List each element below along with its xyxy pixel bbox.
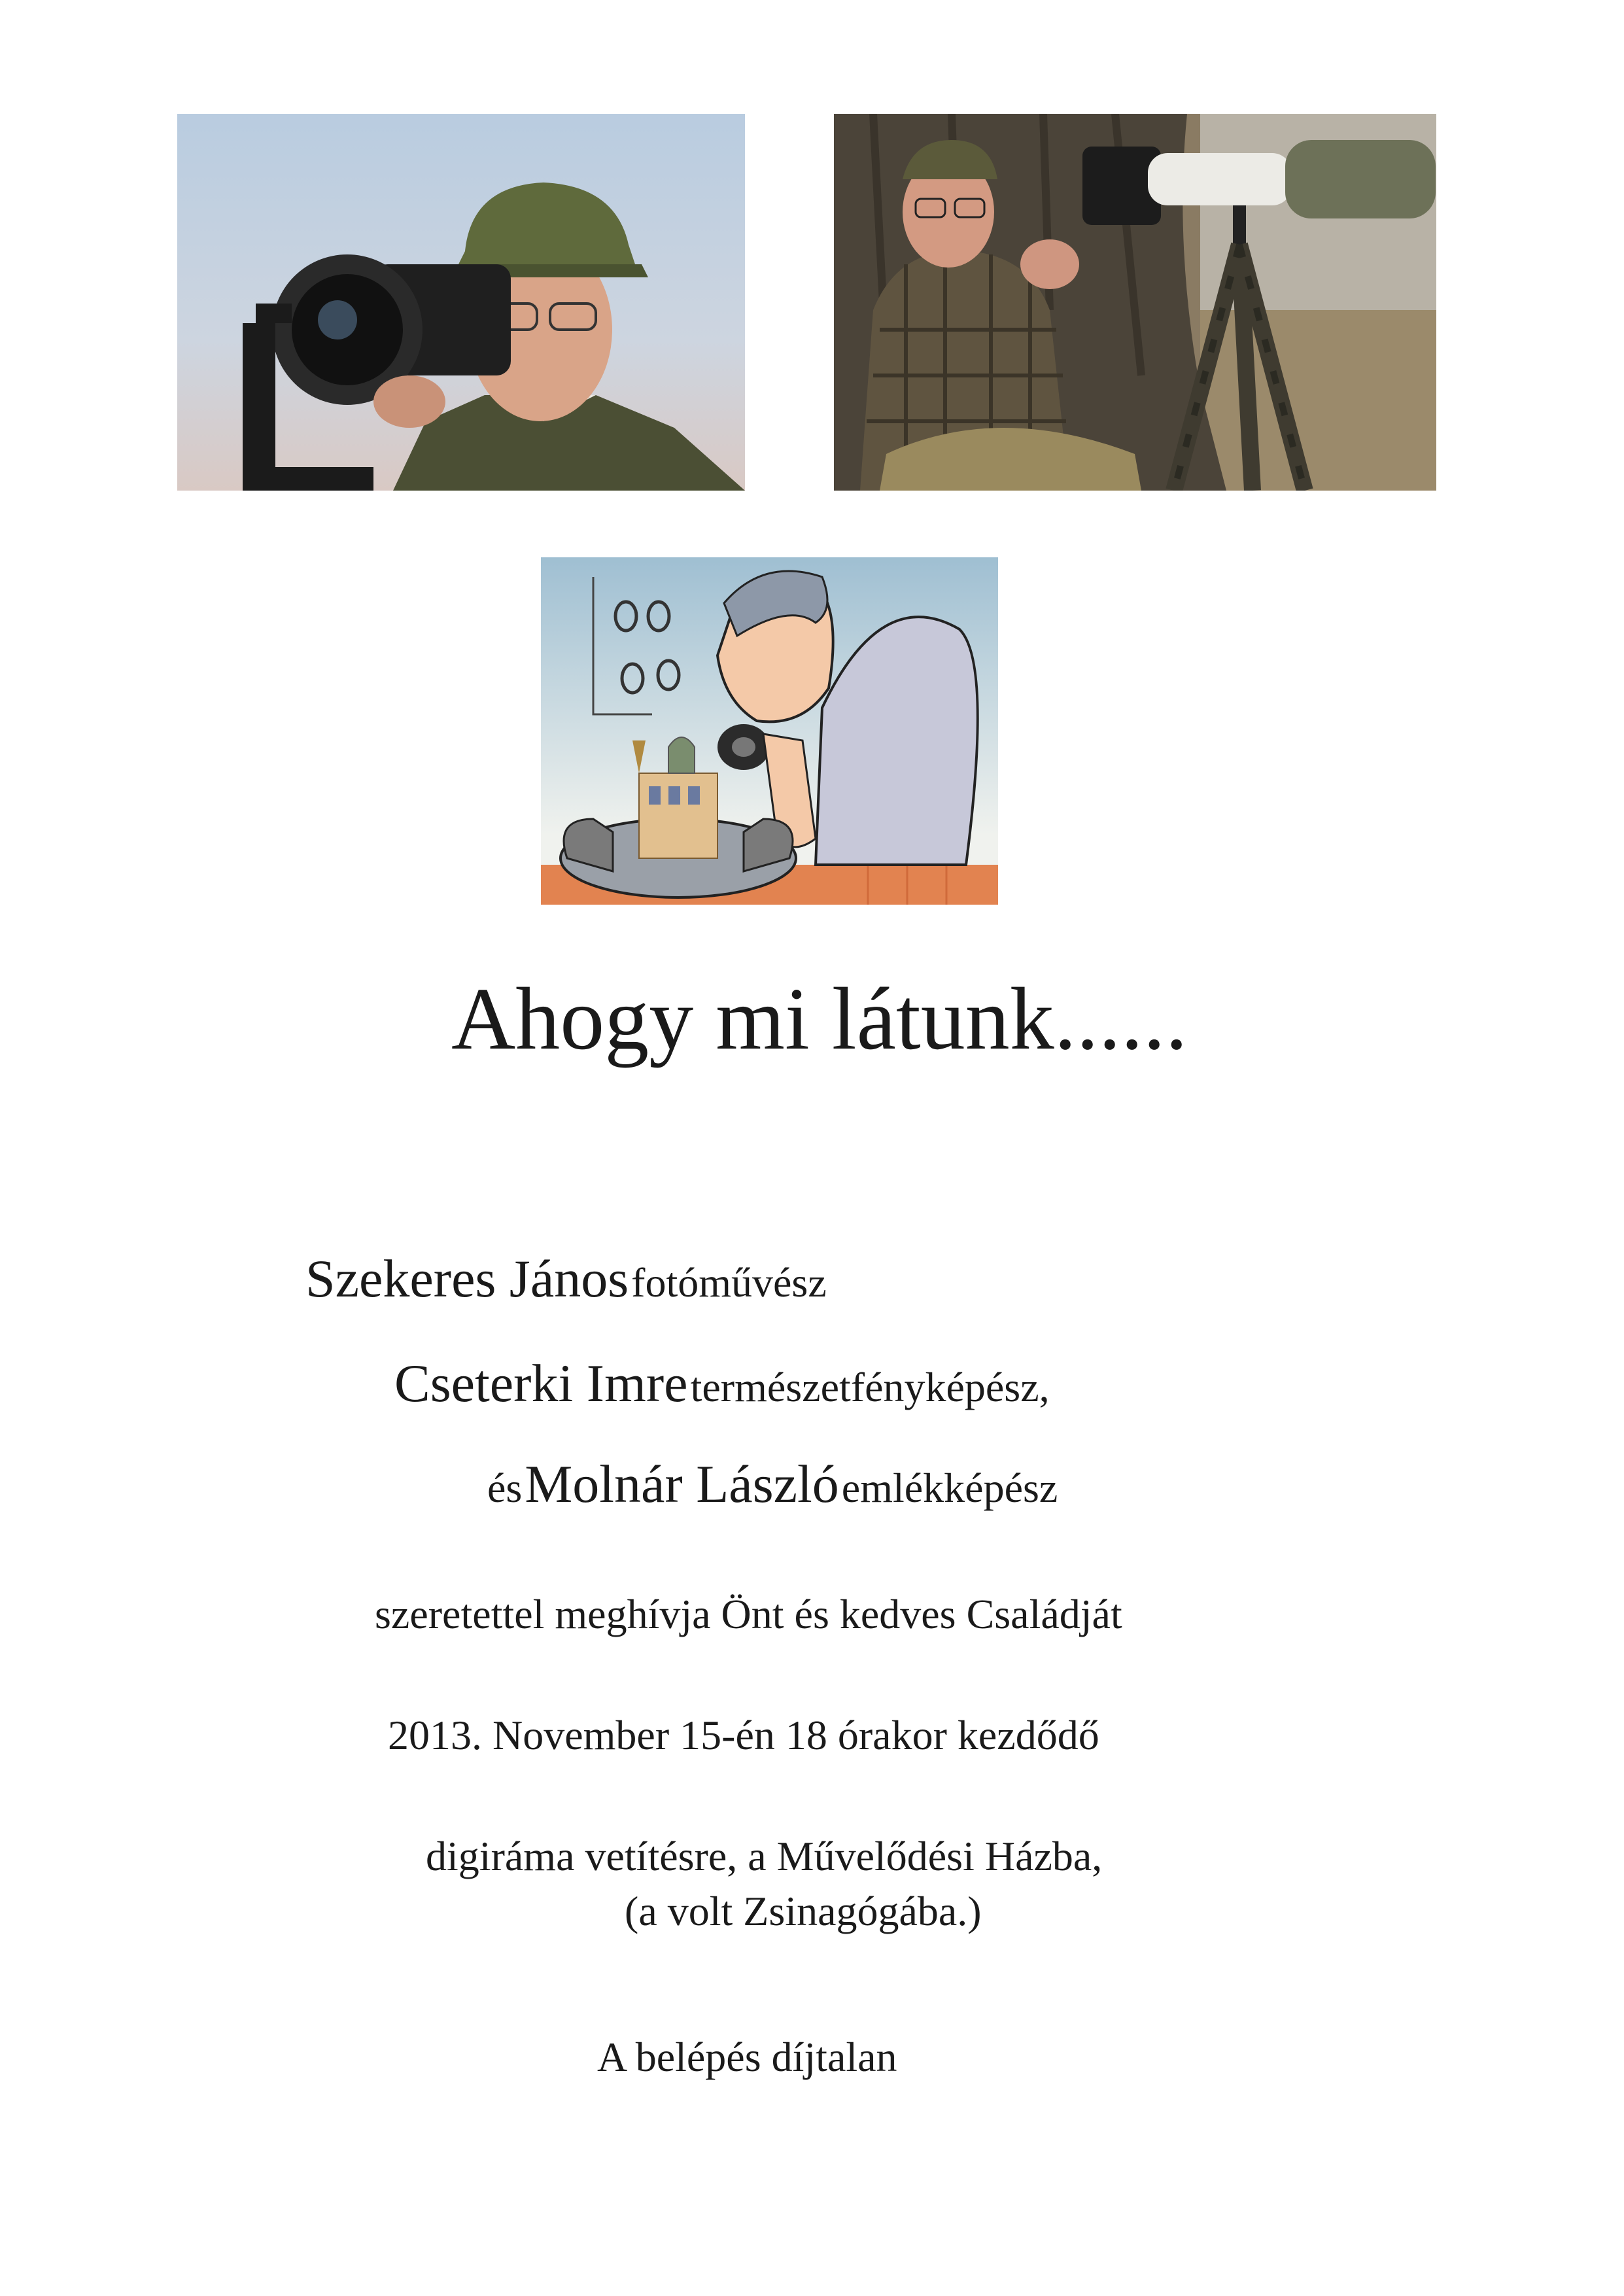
presenter-name: Cseterki Imre bbox=[394, 1353, 688, 1413]
invitation-text: szeretettel meghívja Önt és kedves Családját bbox=[375, 1591, 1122, 1637]
photographer-with-camera-photo bbox=[177, 114, 745, 491]
photographer-by-tree-photo bbox=[834, 114, 1436, 491]
presenter-prefix: és bbox=[487, 1465, 523, 1511]
presenter-role: emlékképész bbox=[841, 1465, 1058, 1511]
event-venue: digiráma vetítésre, a Művelődési Házba, bbox=[426, 1833, 1103, 1879]
presenter-role: természetfényképész, bbox=[690, 1364, 1050, 1410]
presenter-line-3 bbox=[487, 1454, 1058, 1514]
entry-info: A belépés díjtalan bbox=[597, 2034, 897, 2080]
event-date: 2013. November 15-én 18 órakor kezdődő bbox=[388, 1712, 1099, 1758]
presenter-role: fotóművész bbox=[631, 1259, 827, 1306]
event-venue-note: (a volt Zsinagógába.) bbox=[625, 1888, 982, 1934]
presenter-name: Molnár László bbox=[525, 1454, 839, 1514]
presenter-line-2 bbox=[394, 1353, 1050, 1413]
presenter-name: Szekeres János bbox=[305, 1249, 629, 1308]
presenter-line-1 bbox=[305, 1249, 827, 1308]
cartoon-photographer-illustration bbox=[541, 557, 998, 905]
page-title: Ahogy mi látunk...... bbox=[451, 970, 1188, 1068]
